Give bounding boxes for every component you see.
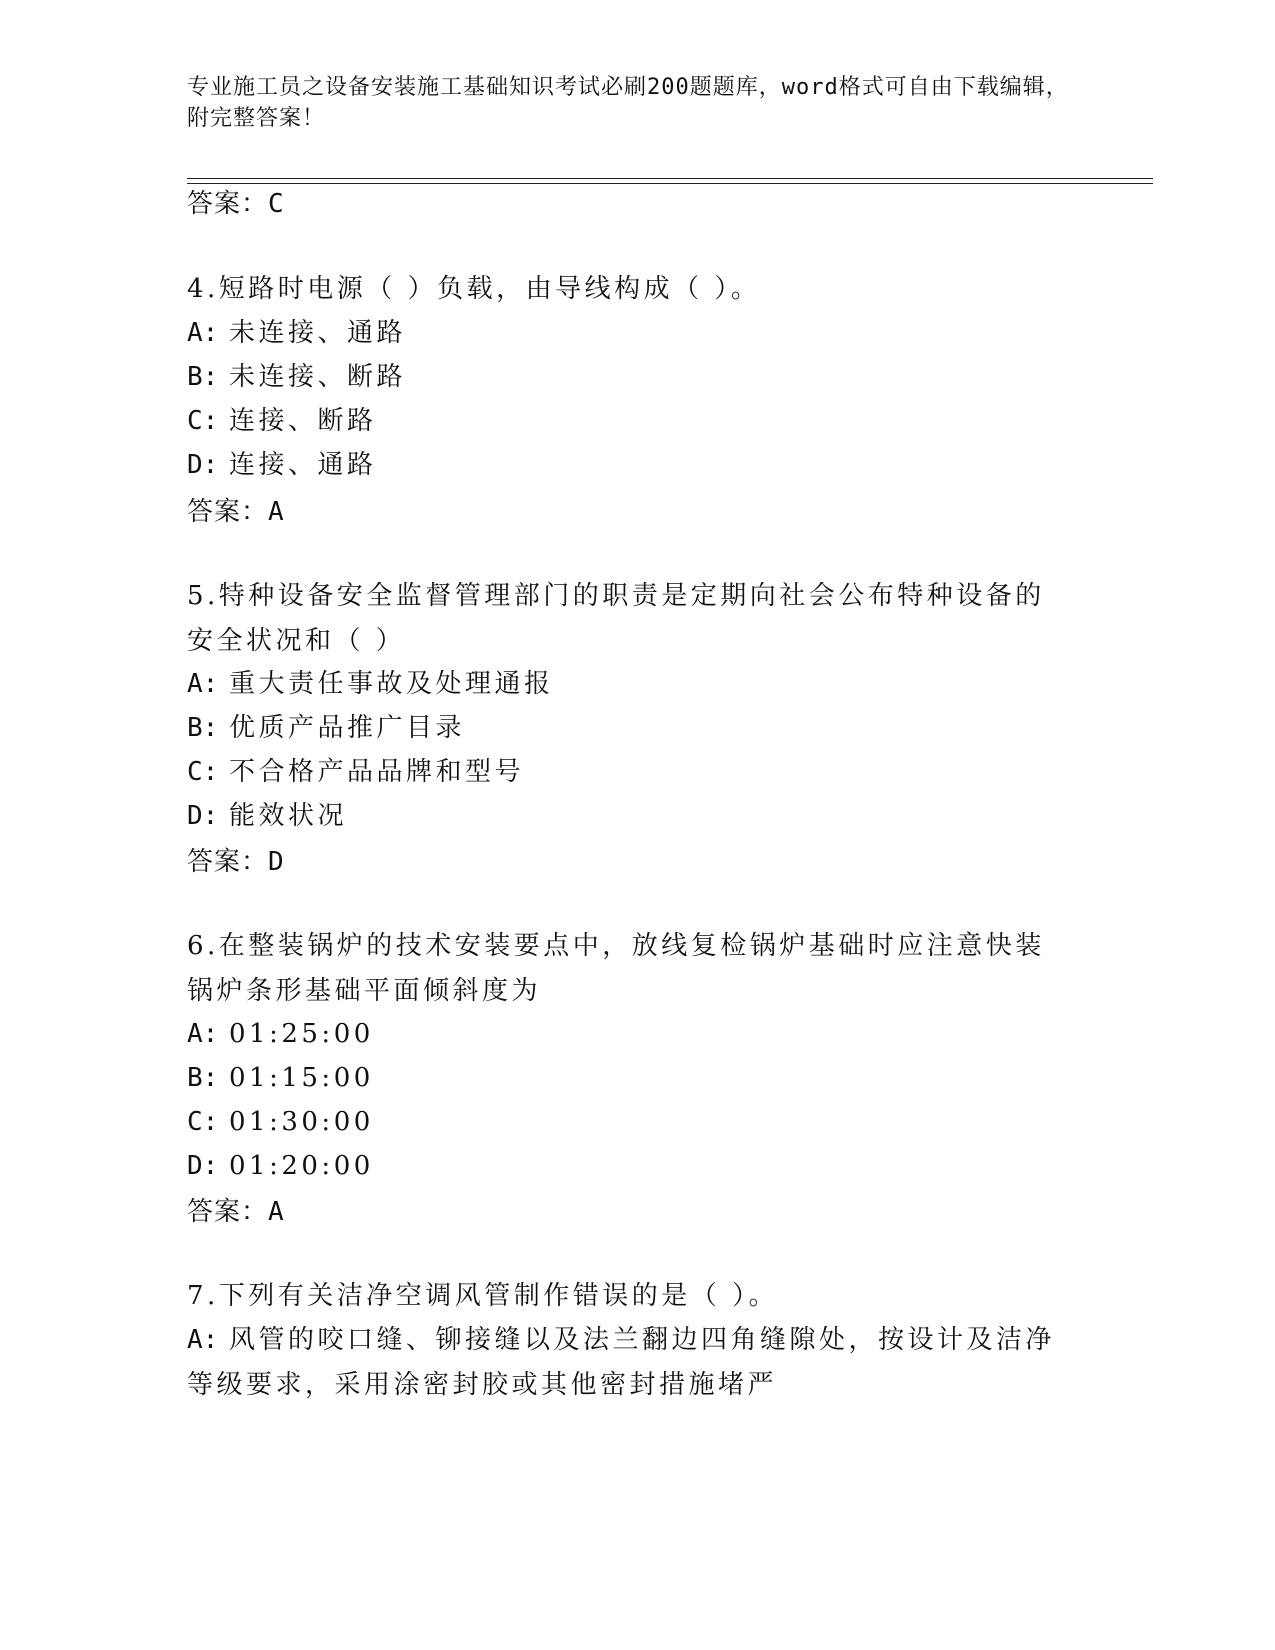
- option-text: 优质产品推广目录: [229, 713, 466, 743]
- answer-line: [187, 496, 285, 528]
- answer-label: 答案：: [187, 189, 269, 219]
- document-header: 专业施工员之设备安装施工基础知识考试必刷200题题库，word格式可自由下载编辑，附完整答案！: [187, 75, 1069, 131]
- option-text: 连接、通路: [229, 450, 377, 480]
- option-key: D:: [187, 450, 219, 480]
- option-b: [187, 706, 1087, 751]
- option-d: [187, 443, 1087, 488]
- header-rule-top: [187, 178, 1153, 179]
- question-stem: 6.在整装锅炉的技术安装要点中，放线复检锅炉基础时应注意快装锅炉条形基础平面倾斜度为: [187, 931, 1045, 1006]
- answer-value: A: [268, 497, 285, 527]
- option-key: C:: [187, 1107, 219, 1137]
- option-text: 重大责任事故及处理通报: [229, 669, 554, 699]
- option-b: [187, 1056, 1087, 1101]
- option-c: [187, 750, 1087, 795]
- option-b: [187, 355, 1087, 400]
- answer-label: 答案：: [187, 497, 269, 527]
- option-key: B:: [187, 1063, 219, 1093]
- option-text: 能效状况: [229, 801, 348, 831]
- option-d: [187, 1144, 1087, 1189]
- option-text: 不合格产品品牌和型号: [229, 757, 525, 787]
- option-key: B:: [187, 362, 219, 392]
- option-key: B:: [187, 713, 219, 743]
- question-stem: 4.短路时电源（ ）负载，由导线构成（ ）。: [187, 274, 761, 304]
- answer-line: [187, 1196, 285, 1228]
- answer-label: 答案：: [187, 847, 269, 877]
- option-d: [187, 794, 1087, 839]
- option-a: [187, 662, 1087, 707]
- option-key: A:: [187, 1325, 219, 1355]
- option-key: A:: [187, 1019, 219, 1049]
- option-text: 01:20:00: [229, 1151, 374, 1181]
- answer-line: [187, 188, 285, 220]
- option-key: C:: [187, 757, 219, 787]
- option-a: [187, 1012, 1087, 1057]
- answer-value: D: [268, 847, 285, 877]
- option-text: 风管的咬口缝、铆接缝以及法兰翻边四角缝隙处，按设计及洁净等级要求，采用涂密封胶或其他密封措施堵严: [187, 1325, 1056, 1400]
- option-c: [187, 399, 1087, 444]
- option-key: D:: [187, 801, 219, 831]
- option-key: C:: [187, 406, 219, 436]
- option-key: D:: [187, 1151, 219, 1181]
- answer-line: [187, 846, 285, 878]
- option-key: A:: [187, 318, 219, 348]
- option-text: 01:15:00: [229, 1063, 374, 1093]
- question-stem: 5.特种设备安全监督管理部门的职责是定期向社会公布特种设备的安全状况和（ ）: [187, 581, 1045, 656]
- option-text: 未连接、断路: [229, 362, 407, 392]
- option-a: [187, 311, 1087, 356]
- option-text: 连接、断路: [229, 406, 377, 436]
- option-text: 未连接、通路: [229, 318, 407, 348]
- option-a: [187, 1318, 1067, 1408]
- question-stem: 7.下列有关洁净空调风管制作错误的是（ ）。: [187, 1281, 779, 1311]
- answer-label: 答案：: [187, 1197, 269, 1227]
- answer-value: A: [268, 1197, 285, 1227]
- option-c: [187, 1100, 1087, 1145]
- option-key: A:: [187, 669, 219, 699]
- answer-value: C: [268, 189, 285, 219]
- option-text: 01:30:00: [229, 1107, 374, 1137]
- option-text: 01:25:00: [229, 1019, 374, 1049]
- header-rule-bottom: [187, 183, 1153, 184]
